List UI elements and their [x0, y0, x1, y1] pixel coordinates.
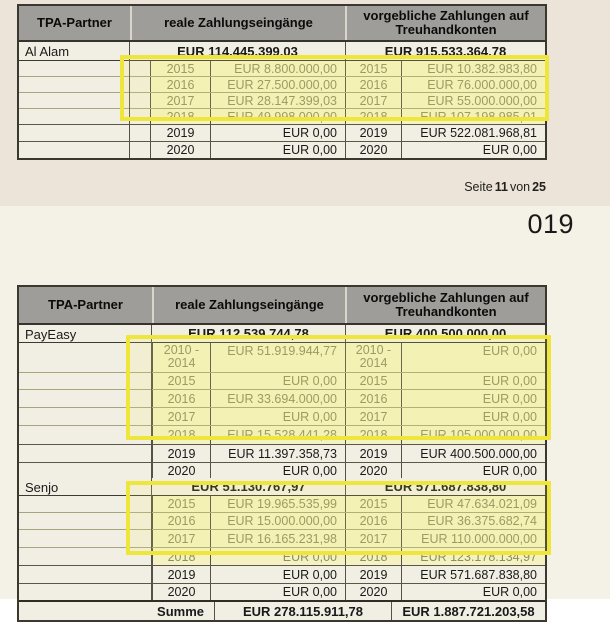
year-label-real: 2015 [150, 61, 211, 76]
amount-real: EUR 0,00 [282, 143, 337, 157]
amount-real: EUR 33.694.000,00 [211, 390, 345, 407]
amount-real: EUR 0,00 [282, 567, 337, 582]
year-label-trust: 2016 [345, 513, 402, 529]
amount-trust: EUR 36.375.682,74 [402, 513, 545, 529]
year-label-trust: 2015 [345, 61, 402, 76]
year-label-trust: 2017 [345, 93, 402, 108]
amount-real: EUR 0,00 [211, 408, 345, 425]
partner-name: PayEasy [19, 325, 152, 478]
year-label-trust: 2018 [345, 548, 402, 565]
year-label-real: 2017 [152, 530, 211, 547]
table1-header-row [19, 6, 545, 42]
year-label-real: 2020 [152, 463, 211, 478]
partner-name: Senjo [19, 478, 152, 600]
partner-total-real: EUR 112.539.744,78 [188, 326, 309, 341]
stamp-number: 019 [527, 209, 574, 239]
year-label-trust: 2020 [345, 142, 402, 158]
partner-total-row [152, 325, 545, 342]
amount-real: EUR 0,00 [282, 585, 337, 599]
year-label-trust: 2015 [345, 496, 402, 512]
amount-trust: EUR 47.634.021,09 [402, 496, 545, 512]
amount-trust: EUR 107.198.985,01 [402, 109, 545, 124]
amount-trust: EUR 76.000.000,00 [402, 77, 545, 92]
amount-real: EUR 27.500.000,00 [211, 77, 345, 92]
table1-header-partner: TPA-Partner [19, 6, 130, 40]
amount-trust: EUR 0,00 [482, 585, 537, 599]
amount-real: EUR 15.528.441,28 [211, 426, 345, 444]
year-label-real: 2010 - 2014 [152, 343, 211, 372]
table1-body [19, 42, 545, 158]
amount-trust: EUR 10.382.983,80 [402, 61, 545, 76]
partner-total-trust: EUR 400.500.000,00 [345, 325, 545, 342]
amount-trust: EUR 0,00 [402, 408, 545, 425]
page-number: 11 [494, 180, 508, 194]
table1-header-trust-payments: vorgebliche Zahlungen auf Treuhandkonten [345, 6, 545, 40]
year-label-real: 2016 [150, 77, 211, 92]
partner-total-trust: EUR 571.687.838,80 [345, 478, 545, 495]
year-label-real: 2016 [152, 513, 211, 529]
year-label-real: 2019 [150, 125, 211, 141]
table2-header-trust-payments: vorgebliche Zahlungen auf Treuhandkonten [345, 287, 545, 323]
amount-real: EUR 0,00 [211, 373, 345, 389]
amount-real: EUR 51.919.944,77 [211, 343, 345, 372]
amount-real: EUR 0,00 [211, 548, 345, 565]
von-label: von [509, 180, 531, 194]
year-label-real: 2019 [152, 566, 211, 583]
seite-label: Seite [464, 180, 493, 194]
year-label-real: 2016 [152, 390, 211, 407]
amount-trust: EUR 105.000.000,00 [402, 426, 545, 444]
amount-trust: EUR 55.000.000,00 [402, 93, 545, 108]
amount-trust: EUR 0,00 [482, 143, 537, 157]
year-label-trust: 2018 [345, 426, 402, 444]
table2-header-partner: TPA-Partner [19, 287, 152, 323]
amount-trust: EUR 0,00 [482, 463, 537, 478]
year-label-trust: 2020 [345, 584, 402, 600]
year-label-trust: 2016 [345, 77, 402, 92]
year-label-real: 2018 [150, 109, 211, 124]
amount-real: EUR 11.397.358,73 [228, 446, 337, 461]
year-label-trust: 2018 [345, 109, 402, 124]
amount-real: EUR 8.800.000,00 [211, 61, 345, 76]
amount-trust: EUR 110.000.000,00 [402, 530, 545, 547]
partner-total-real: EUR 51.130.767,97 [191, 479, 306, 494]
amount-trust: EUR 0,00 [402, 390, 545, 407]
amount-trust: EUR 522.081.968,81 [420, 126, 537, 140]
year-label-trust: 2017 [345, 530, 402, 547]
amount-trust: EUR 571.687.838,80 [420, 567, 537, 582]
amount-trust: EUR 123.178.134,97 [402, 548, 545, 565]
year-label-real: 2017 [150, 93, 211, 108]
tpa-partner-table-1 [17, 4, 547, 160]
summe-total-real: EUR 278.115.911,78 [214, 602, 391, 620]
year-label-trust: 2019 [345, 566, 402, 583]
year-label-real: 2018 [152, 426, 211, 444]
amount-trust: EUR 400.500.000,00 [420, 446, 537, 461]
amount-real: EUR 0,00 [282, 463, 337, 478]
tpa-partner-table-2 [17, 285, 547, 622]
year-label-real: 2019 [152, 445, 211, 462]
partner-section [19, 42, 545, 158]
partner-total-row [130, 42, 545, 60]
year-label-real: 2015 [152, 496, 211, 512]
year-label-trust: 2010 - 2014 [345, 343, 402, 372]
summe-total-trust: EUR 1.887.721.203,58 [391, 602, 545, 620]
table2-header-real-payments: reale Zahlungseingänge [152, 287, 345, 323]
year-label-trust: 2016 [345, 390, 402, 407]
partner-total-trust: EUR 915.533.364,78 [345, 42, 545, 60]
partner-total-row [152, 478, 545, 495]
year-label-real: 2020 [152, 584, 211, 600]
partner-section [19, 478, 545, 600]
year-label-trust: 2015 [345, 373, 402, 389]
year-label-trust: 2017 [345, 408, 402, 425]
year-label-trust: 2019 [345, 445, 402, 462]
amount-real: EUR 16.165.231,98 [211, 530, 345, 547]
partner-section [19, 325, 545, 478]
total-pages: 25 [532, 180, 546, 194]
year-label-real: 2018 [152, 548, 211, 565]
amount-real: EUR 0,00 [282, 126, 337, 140]
amount-trust: EUR 0,00 [402, 373, 545, 389]
year-label-trust: 2020 [345, 463, 402, 478]
amount-real: EUR 19.965.535,99 [211, 496, 345, 512]
summe-row [19, 600, 545, 620]
summe-label: Summe [157, 603, 204, 619]
amount-trust: EUR 0,00 [402, 343, 545, 372]
page-footer [462, 180, 546, 194]
partner-total-real: EUR 114.445.399,03 [177, 43, 298, 59]
year-label-real: 2015 [152, 373, 211, 389]
year-label-trust: 2019 [345, 125, 402, 141]
amount-real: EUR 28.147.399,03 [211, 93, 345, 108]
partner-name: Al Alam [19, 42, 130, 158]
table2-header-row [19, 287, 545, 325]
amount-real: EUR 15.000.000,00 [211, 513, 345, 529]
year-label-real: 2020 [150, 142, 211, 158]
year-label-real: 2017 [152, 408, 211, 425]
table2-body [19, 325, 545, 600]
amount-real: EUR 49.998.000,00 [211, 109, 345, 124]
table1-header-real-payments: reale Zahlungseingänge [130, 6, 345, 40]
